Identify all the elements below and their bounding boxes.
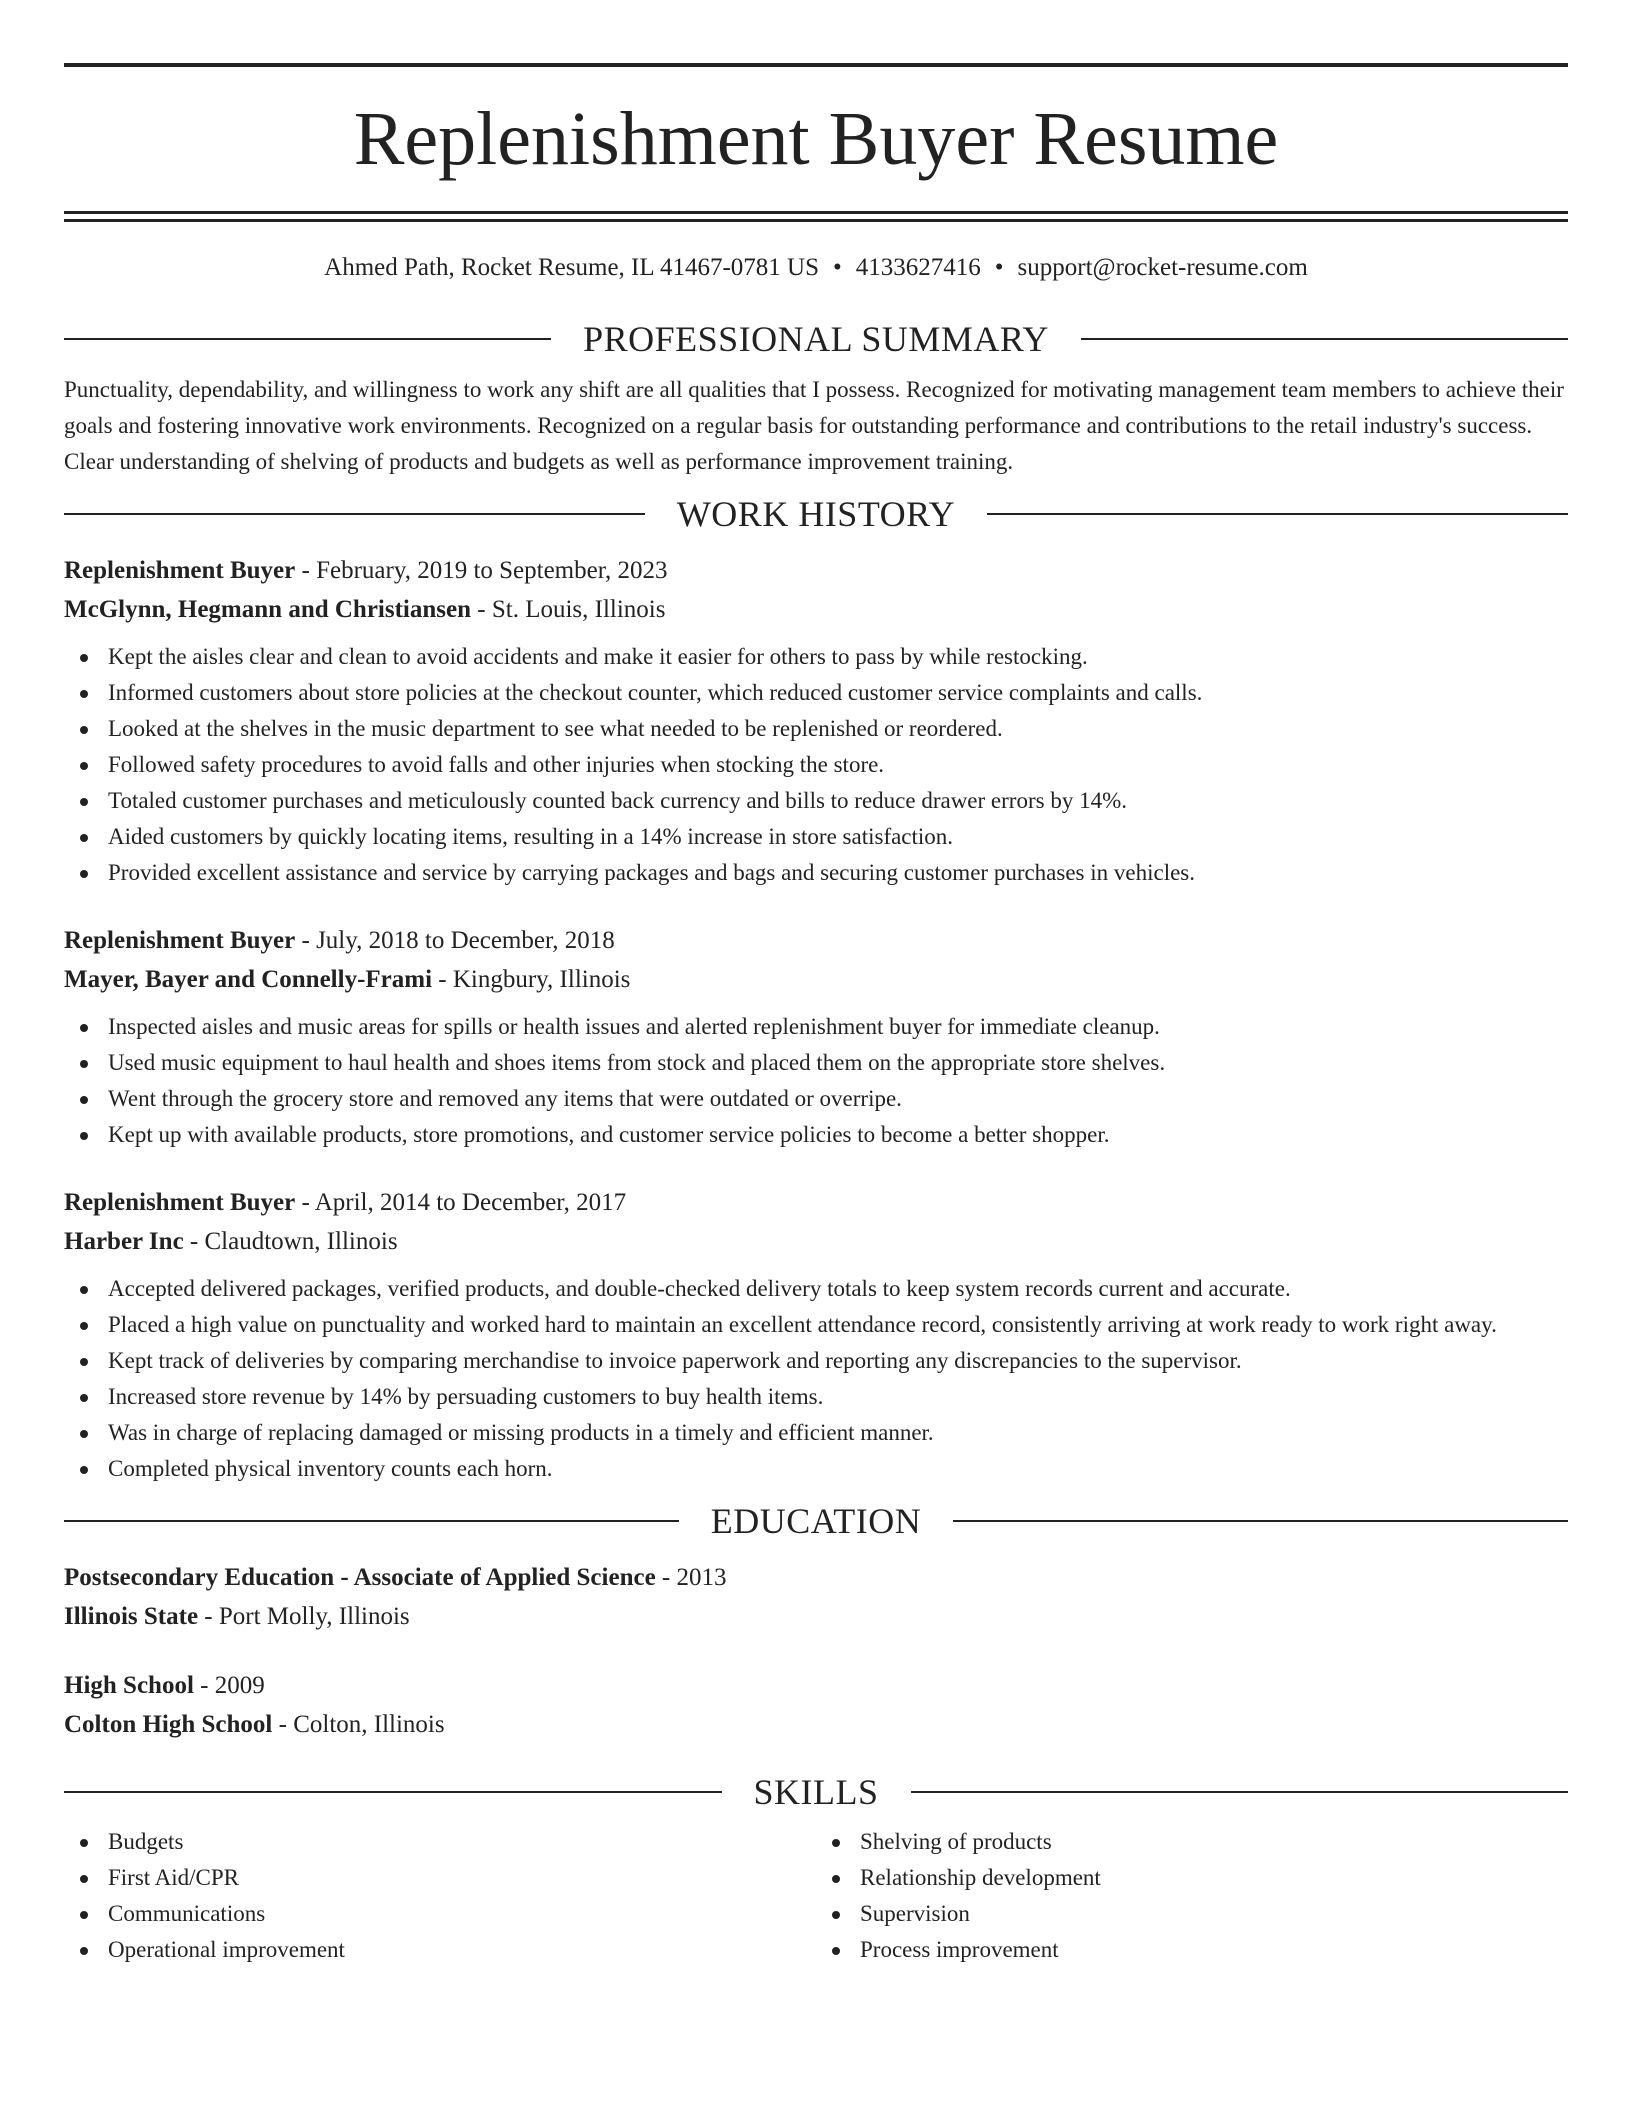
job-company: Mayer, Bayer and Connelly-Frami (64, 966, 433, 993)
list-item: Followed safety procedures to avoid falls and other injuries when stocking the store. (64, 747, 1568, 783)
section-rule (1081, 338, 1568, 340)
education-entry (64, 1558, 1568, 1636)
job-title: Replenishment Buyer (64, 1189, 296, 1216)
job-entry (64, 921, 1568, 1153)
job-title-line (64, 1183, 1568, 1222)
list-item: Budgets (64, 1824, 816, 1860)
education-location: - Colton, Illinois (272, 1711, 445, 1738)
job-entry (64, 551, 1568, 891)
list-item: Process improvement (816, 1932, 1568, 1968)
education-entry (64, 1666, 1568, 1744)
title-double-rule (64, 211, 1568, 222)
contact-email: support@rocket-resume.com (1017, 254, 1308, 281)
section-title-summary: PROFESSIONAL SUMMARY (583, 319, 1049, 359)
job-entry (64, 1183, 1568, 1487)
list-item: Increased store revenue by 14% by persuading customers to buy health items. (64, 1379, 1568, 1415)
list-item: Informed customers about store policies at the checkout counter, which reduced customer service complaints and calls. (64, 675, 1568, 711)
education-degree: Postsecondary Education - Associate of Applied Science (64, 1564, 656, 1591)
education-year: - 2009 (193, 1672, 265, 1699)
contact-address: Ahmed Path, Rocket Resume, IL 41467-0781 US (324, 254, 820, 281)
list-item: Aided customers by quickly locating items, resulting in a 14% increase in store satisfaction. (64, 819, 1568, 855)
list-item: Was in charge of replacing damaged or missing products in a timely and efficient manner. (64, 1415, 1568, 1451)
list-item: Supervision (816, 1896, 1568, 1932)
section-rule (911, 1791, 1569, 1793)
list-item: First Aid/CPR (64, 1860, 816, 1896)
education-location: - Port Molly, Illinois (198, 1603, 410, 1630)
section-rule (64, 1791, 722, 1793)
job-bullets (64, 639, 1568, 891)
section-header-education (64, 1501, 1568, 1541)
job-location: - Claudtown, Illinois (183, 1228, 398, 1255)
job-title-line (64, 551, 1568, 590)
list-item: Kept track of deliveries by comparing merchandise to invoice paperwork and reporting any discrepancies to the supervisor. (64, 1343, 1568, 1379)
list-item: Went through the grocery store and removed any items that were outdated or overripe. (64, 1081, 1568, 1117)
section-rule (953, 1520, 1568, 1522)
job-bullets (64, 1271, 1568, 1487)
list-item: Relationship development (816, 1860, 1568, 1896)
contact-separator: • (833, 254, 842, 281)
contact-separator: • (994, 254, 1004, 281)
section-header-work (64, 494, 1568, 534)
job-company: Harber Inc (64, 1228, 184, 1255)
section-header-summary (64, 319, 1568, 359)
section-rule (64, 1520, 679, 1522)
list-item: Inspected aisles and music areas for spills or health issues and alerted replenishment buyer for immediate cleanup. (64, 1009, 1568, 1045)
section-rule (64, 338, 551, 340)
job-company-line (64, 590, 1568, 629)
list-item: Kept up with available products, store promotions, and customer service policies to become a better shopper. (64, 1117, 1568, 1153)
education-degree: High School (64, 1672, 194, 1699)
job-company: McGlynn, Hegmann and Christiansen (64, 596, 472, 623)
list-item: Operational improvement (64, 1932, 816, 1968)
education-school-line (64, 1597, 1568, 1636)
list-item: Looked at the shelves in the music department to see what needed to be replenished or reordered. (64, 711, 1568, 747)
skills-list (64, 1824, 1568, 1968)
skills-column-left (64, 1824, 816, 1968)
list-item: Accepted delivered packages, verified products, and double-checked delivery totals to keep system records current and accurate. (64, 1271, 1568, 1307)
contact-line (64, 252, 1568, 284)
contact-phone: 4133627416 (855, 254, 981, 281)
education-degree-line (64, 1558, 1568, 1597)
resume-title: Replenishment Buyer Resume (353, 97, 1279, 181)
list-item: Totaled customer purchases and meticulously counted back currency and bills to reduce drawer errors by 14%. (64, 783, 1568, 819)
list-item: Provided excellent assistance and service by carrying packages and bags and securing customer purchases in vehicles. (64, 855, 1568, 891)
education-school: Colton High School (64, 1711, 273, 1738)
job-location: - St. Louis, Illinois (471, 596, 666, 623)
section-title-education: EDUCATION (710, 1501, 922, 1541)
skills-column-right (816, 1824, 1568, 1968)
job-company-line (64, 1222, 1568, 1261)
section-title-skills: SKILLS (753, 1772, 879, 1812)
job-title-line (64, 921, 1568, 960)
job-location: - Kingbury, Illinois (432, 966, 631, 993)
section-rule (987, 513, 1568, 515)
education-school-line (64, 1705, 1568, 1744)
education-school: Illinois State (64, 1603, 199, 1630)
top-rule (64, 63, 1568, 67)
list-item: Kept the aisles clear and clean to avoid accidents and make it easier for others to pass by while restocking. (64, 639, 1568, 675)
section-title-work: WORK HISTORY (676, 494, 956, 534)
list-item: Completed physical inventory counts each horn. (64, 1451, 1568, 1487)
summary-paragraph: Punctuality, dependability, and willingness to work any shift are all qualities that I possess. Recognized for motivating management team members to achieve their goals and fostering innovative work environments. Recognized on a regular basis for outstanding performance and contributions to the retail industry's success. Clear understanding of shelving of products and budgets as well as performance improvement training. (64, 377, 1564, 474)
job-dates: - April, 2014 to December, 2017 (295, 1189, 627, 1216)
education-year: - 2013 (655, 1564, 727, 1591)
job-dates: - February, 2019 to September, 2023 (295, 557, 668, 584)
job-bullets (64, 1009, 1568, 1153)
section-header-skills (64, 1772, 1568, 1812)
job-company-line (64, 960, 1568, 999)
job-title: Replenishment Buyer (64, 557, 296, 584)
list-item: Used music equipment to haul health and shoes items from stock and placed them on the appropriate store shelves. (64, 1045, 1568, 1081)
job-title: Replenishment Buyer (64, 927, 296, 954)
education-degree-line (64, 1666, 1568, 1705)
list-item: Shelving of products (816, 1824, 1568, 1860)
list-item: Placed a high value on punctuality and worked hard to maintain an excellent attendance record, consistently arriving at work ready to work right away. (64, 1307, 1568, 1343)
job-dates: - July, 2018 to December, 2018 (295, 927, 615, 954)
list-item: Communications (64, 1896, 816, 1932)
section-rule (64, 513, 645, 515)
